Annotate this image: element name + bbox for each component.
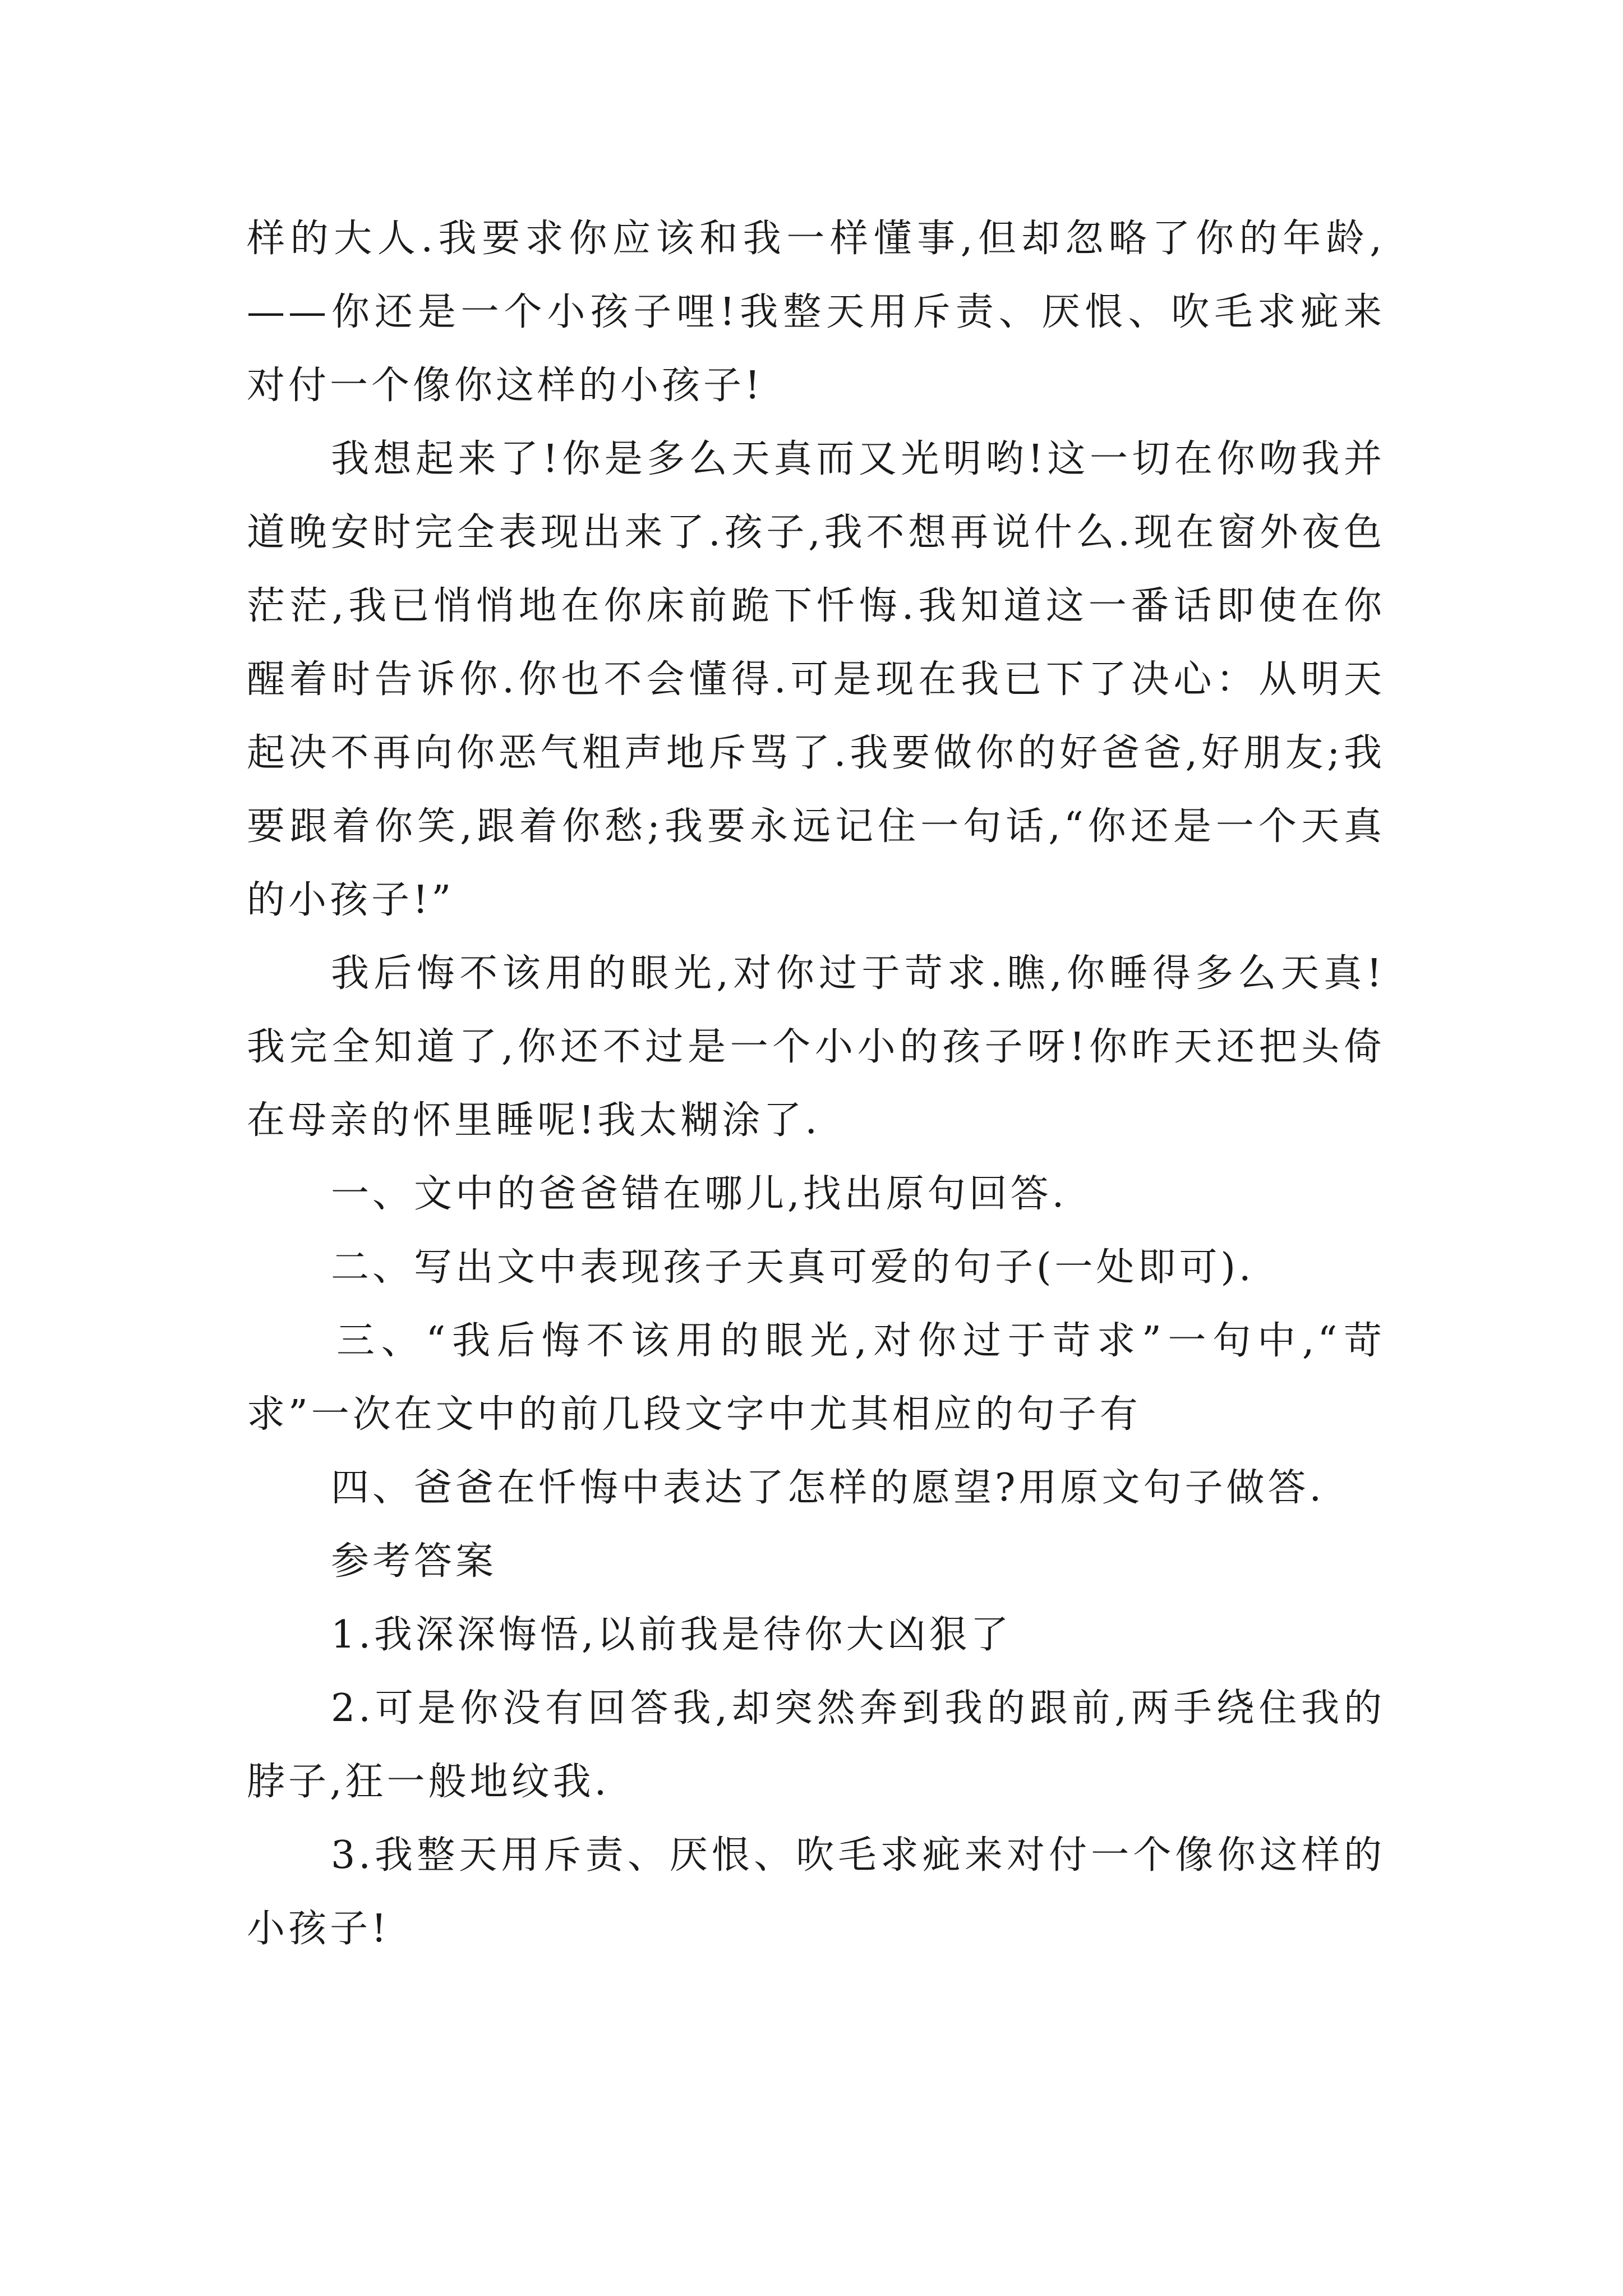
answer-2: 2.可是你没有回答我,却突然奔到我的跟前,两手绕住我的脖子,狂一般地纹我. <box>247 1686 1385 1804</box>
question-2: 二、写出文中表现孩子天真可爱的句子(一处即可). <box>331 1245 1255 1290</box>
answer-3: 3.我整天用斥责、厌恨、吹毛求疵来对付一个像你这样的小孩子! <box>247 1833 1385 1951</box>
question-3: 三、“我后悔不该用的眼光,对你过于苛求”一句中,“苛求”一次在文中的前几段文字中尤其相应的句子有 <box>247 1319 1385 1437</box>
paragraph-regret: 我后悔不该用的眼光,对你过于苛求.瞧,你睡得多么天真!我完全知道了,你还不过是一个小小的孩子呀!你昨天还把头倚在母亲的怀里睡呢!我太糊涂了. <box>247 951 1385 1143</box>
question-1: 一、文中的爸爸错在哪儿,找出原句回答. <box>331 1172 1068 1216</box>
question-4: 四、爸爸在忏悔中表达了怎样的愿望?用原文句子做答. <box>331 1466 1325 1510</box>
paragraph-continuation: 样的大人.我要求你应该和我一样懂事,但却忽略了你的年龄,——你还是一个小孩子哩!我整天用斥责、厌恨、吹毛求疵来对付一个像你这样的小孩子! <box>247 217 1385 408</box>
document-body <box>247 202 1385 1966</box>
answer-1: 1.我深深悔悟,以前我是待你大凶狠了 <box>331 1613 1012 1657</box>
paragraph-confession: 我想起来了!你是多么天真而又光明哟!这一切在你吻我并道晚安时完全表现出来了.孩子,我不想再说什么.现在窗外夜色茫茫,我已悄悄地在你床前跪下忏悔.我知道这一番话即使在你醒着时告诉你.你也不会懂得.可是现在我已下了决心：从明天起决不再向你恶气粗声地斥骂了.我要做你的好爸爸,好朋友;我要跟着你笑,跟着你愁;我要永远记住一句话,“你还是一个天真的小孩子!” <box>247 437 1385 922</box>
answer-heading: 参考答案 <box>331 1539 497 1584</box>
